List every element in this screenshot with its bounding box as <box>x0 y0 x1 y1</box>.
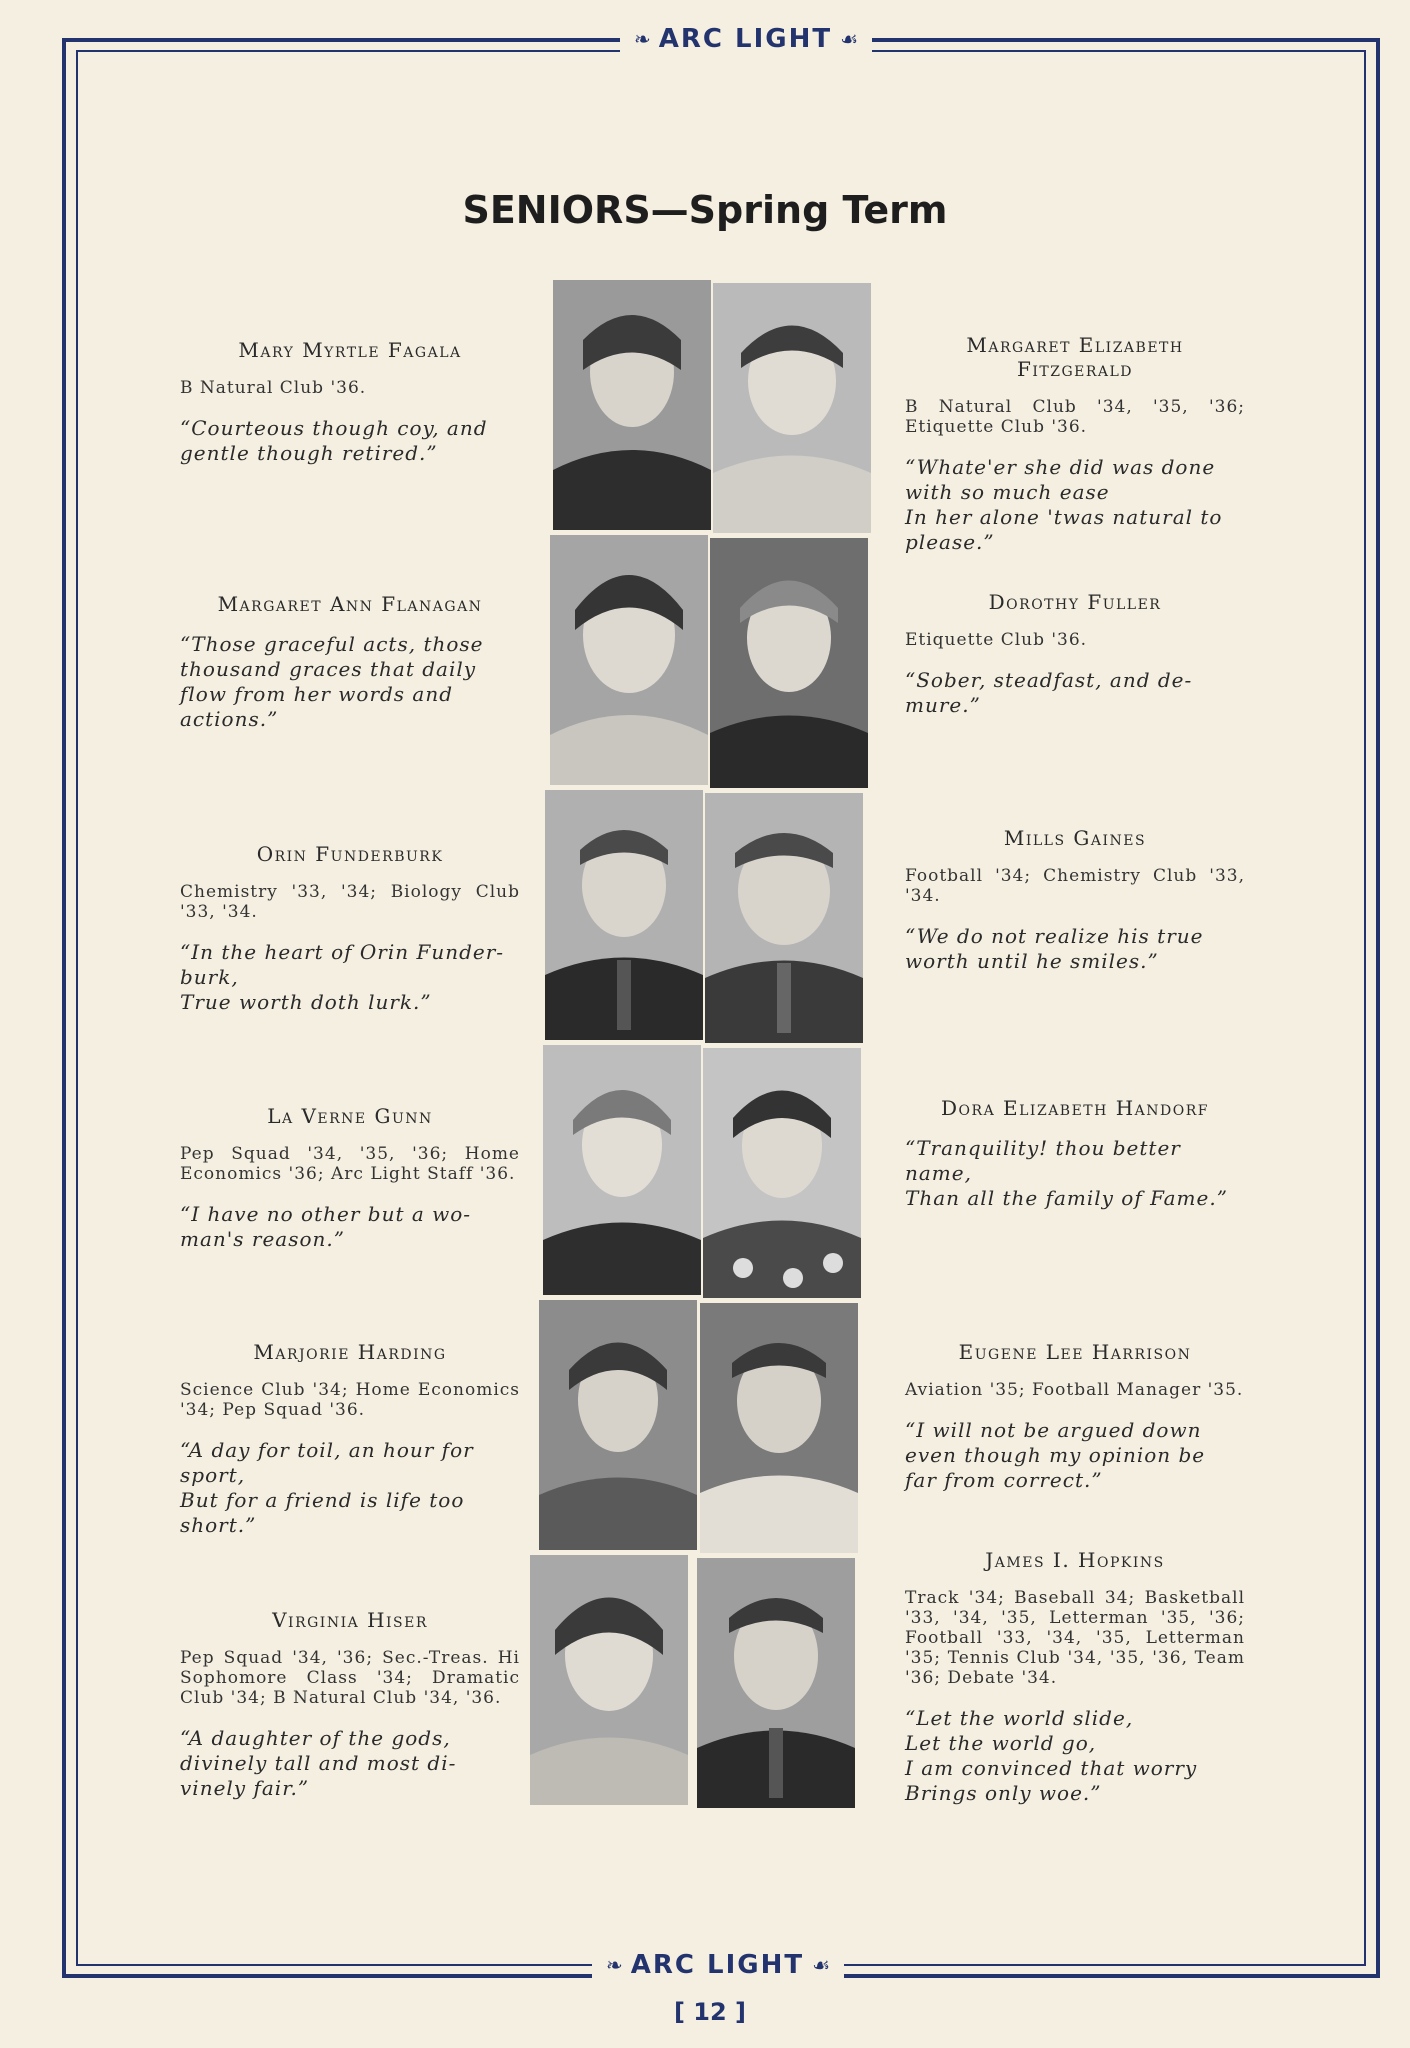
senior-entry <box>180 1104 520 1252</box>
photo-margaret-ann-flanagan <box>550 535 708 785</box>
senior-name: Margaret Elizabeth Fitzgerald <box>966 333 1184 381</box>
senior-activities: Etiquette Club '36. <box>905 630 1088 650</box>
header-banner <box>620 24 872 54</box>
senior-name: Dora Elizabeth Handorf <box>941 1096 1209 1120</box>
senior-quote: “I will not be argued down even though my opinion be far from correct.” <box>905 1418 1206 1492</box>
photo-virginia-hiser <box>530 1555 688 1805</box>
senior-name: Mary Myrtle Fagala <box>238 338 462 362</box>
portrait-icon <box>553 280 711 530</box>
ornament-left-icon: ❧ <box>634 27 651 51</box>
senior-name: Virginia Hiser <box>272 1608 428 1632</box>
senior-quote: “I have no other but a wo- man's reason.” <box>180 1202 472 1251</box>
senior-activities: Chemistry '33, '34; Biology Club '33, '34. <box>180 882 520 922</box>
senior-quote: “A day for toil, an hour for sport, But for a friend is life too short.” <box>180 1438 474 1537</box>
photo-mills-gaines <box>705 793 863 1043</box>
senior-quote: “Those graceful acts, those thousand graces that daily flow from her words and actions.” <box>180 632 484 731</box>
senior-activities: B Natural Club '36. <box>180 378 367 398</box>
senior-activities: Pep Squad '34, '35, '36; Home Economics '36; Arc Light Staff '36. <box>180 1144 520 1184</box>
header-banner-text: ARC LIGHT <box>658 24 833 54</box>
senior-entry <box>905 1096 1245 1211</box>
senior-name: Dorothy Fuller <box>988 590 1162 614</box>
senior-entry <box>905 1340 1245 1493</box>
ornament-right-icon: ☙ <box>812 1953 831 1977</box>
senior-quote: “Whate'er she did was done with so much ease In her alone 'twas natural to please.” <box>905 455 1223 554</box>
senior-quote: “We do not realize his true worth until he smiles.” <box>905 924 1204 973</box>
portrait-icon <box>713 283 871 533</box>
senior-quote: “Sober, steadfast, and de- mure.” <box>905 668 1193 717</box>
portrait-icon <box>530 1555 688 1805</box>
footer-banner-text: ARC LIGHT <box>630 1950 805 1980</box>
photo-eugene-lee-harrison <box>700 1303 858 1553</box>
page-number: [ 12 ] <box>673 1998 747 2026</box>
senior-activities: Aviation '35; Football Manager '35. <box>905 1380 1244 1400</box>
photo-orin-funderburk <box>545 790 703 1040</box>
photo-marjorie-harding <box>539 1300 697 1550</box>
photo-la-verne-gunn <box>543 1045 701 1295</box>
senior-entry <box>180 592 520 732</box>
senior-quote: “Tranquility! thou better name, Than all the family of Fame.” <box>905 1136 1228 1210</box>
senior-entry <box>905 1548 1245 1806</box>
portrait-icon <box>697 1558 855 1808</box>
senior-name: La Verne Gunn <box>267 1104 433 1128</box>
footer-banner <box>592 1950 844 1980</box>
senior-entry <box>180 1608 520 1801</box>
senior-entry <box>180 1340 520 1538</box>
senior-name: Mills Gaines <box>1003 826 1147 850</box>
senior-entry <box>180 338 520 466</box>
senior-name: Eugene Lee Harrison <box>958 1340 1192 1364</box>
portrait-icon <box>545 790 703 1040</box>
senior-activities: Science Club '34; Home Economics '34; Pep Squad '36. <box>180 1380 520 1420</box>
portrait-icon <box>539 1300 697 1550</box>
senior-quote: “A daughter of the gods, divinely tall and most di- vinely fair.” <box>180 1726 457 1800</box>
senior-entry <box>905 826 1245 974</box>
senior-quote: “In the heart of Orin Funder- burk, True worth doth lurk.” <box>180 940 505 1014</box>
photo-dora-elizabeth-handorf <box>703 1048 861 1298</box>
senior-activities: Football '34; Chemistry Club '33, '34. <box>905 866 1245 906</box>
portrait-icon <box>703 1048 861 1298</box>
ornament-right-icon: ☙ <box>840 27 859 51</box>
senior-name: James I. Hopkins <box>985 1548 1165 1572</box>
page-title: SENIORS—Spring Term <box>462 188 948 232</box>
portrait-icon <box>543 1045 701 1295</box>
senior-name: Orin Funderburk <box>256 842 444 866</box>
senior-quote: “Courteous though coy, and gentle though retired.” <box>180 416 488 465</box>
photo-mary-myrtle-fagala <box>553 280 711 530</box>
photo-margaret-elizabeth-fitzgerald <box>713 283 871 533</box>
photo-james-i-hopkins <box>697 1558 855 1808</box>
ornament-left-icon: ❧ <box>606 1953 623 1977</box>
senior-entry <box>180 842 520 1015</box>
portrait-icon <box>700 1303 858 1553</box>
portrait-icon <box>705 793 863 1043</box>
senior-name: Marjorie Harding <box>253 1340 447 1364</box>
senior-activities: Pep Squad '34, '36; Sec.-Treas. Hi Sophomore Class '34; Dramatic Club '34; B Natural Club '34, '36. <box>180 1648 520 1708</box>
photo-dorothy-fuller <box>710 538 868 788</box>
portrait-icon <box>710 538 868 788</box>
senior-activities: B Natural Club '34, '35, '36; Etiquette Club '36. <box>905 397 1245 437</box>
senior-entry <box>905 590 1245 718</box>
senior-quote: “Let the world slide, Let the world go, I am convinced that worry Brings only woe.” <box>905 1706 1198 1805</box>
senior-activities: Track '34; Baseball 34; Basketball '33, '34, '35, Letterman '35, '36; Football '33, '34, '35, Letterman '35; Tennis Club '34, '35, '36, Team '36; Debate '34. <box>905 1588 1245 1688</box>
senior-entry <box>905 333 1245 555</box>
senior-name: Margaret Ann Flanagan <box>217 592 483 616</box>
portrait-icon <box>550 535 708 785</box>
